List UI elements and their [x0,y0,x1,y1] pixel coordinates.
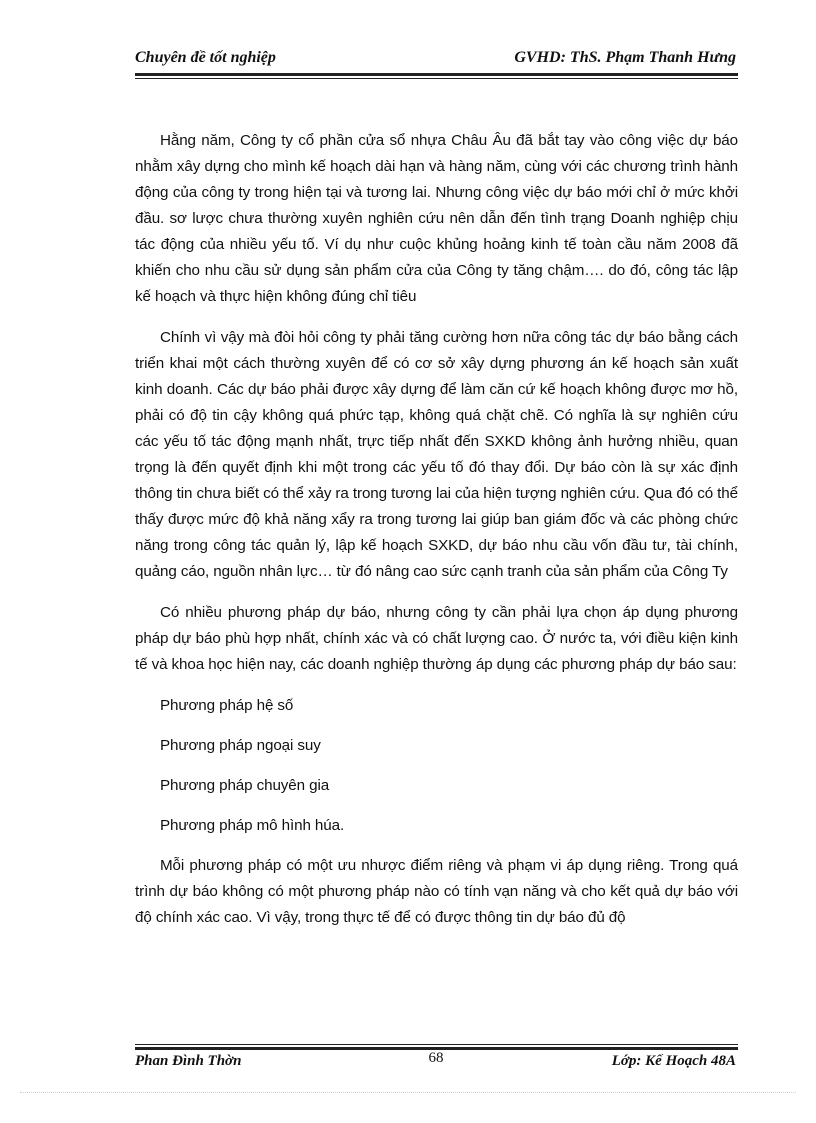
paragraph-closing: Mỗi phương pháp có một ưu nhược điểm riêng và phạm vi áp dụng riêng. Trong quá trình dự báo không có một phương pháp nào có tính vạn năng và cho kết quả dự báo với độ chính xác cao. Vì vậy, trong thực tế để có được thông tin dự báo đủ độ [135,857,738,926]
page-footer [135,1053,736,1079]
footer-rule-thin [135,1044,738,1045]
paragraph-2: Chính vì vậy mà đòi hỏi công ty phải tăng cường hơn nữa công tác dự báo bằng cách triển khai một cách thường xuyên để có cơ sở xây dựng phương án kế hoạch sản xuất kinh doanh. Các dự báo phải được xây dựng để làm căn cứ kế hoạch không được mơ hồ, phải có độ tin cậy không quá phức tạp, không quá chặt chẽ. Có nghĩa là sự nghiên cứu các yếu tố tác động mạnh nhất, trực tiếp nhất đến SXKD không ảnh hưởng nhiều, quan trọng là đến quyết định khi một trong các yếu tố đó thay đổi. Dự báo còn là sự xác định thông tin chưa biết có thể xảy ra trong tương lai của hiện tượng nghiên cứu. Qua đó có thể thấy được mức độ khả năng xẩy ra trong tương lai giúp ban giám đốc và các phòng chức năng trong công tác quản lý, lập kế hoạch SXKD, dự báo nhu cầu vốn đầu tư, tài chính, quảng cáo, nguồn nhân lực… từ đó nâng cao sức cạnh tranh của sản phẩm của Công Ty [135,329,738,580]
method-item-4: Phương pháp mô hình húa. [160,817,345,834]
footer-author: Phan Đình Thờn [135,1053,242,1069]
method-item-3: Phương pháp chuyên gia [160,777,330,794]
page-header [135,46,736,72]
header-rule-thick [135,73,738,76]
paragraph-3: Có nhiều phương pháp dự báo, nhưng công ty cần phải lựa chọn áp dụng phương pháp dự báo phù hợp nhất, chính xác và có chất lượng cao. Ở nước ta, với điều kiện kinh tế và khoa học hiện nay, các doanh nghiệp thường áp dụng các phương pháp dự báo sau: [135,604,738,673]
page-number: 68 [428,1050,444,1066]
page-edge-divider [20,1092,796,1093]
footer-class: Lớp: Kế Hoạch 48A [611,1053,736,1069]
document-body [135,128,738,946]
header-advisor: GVHD: ThS. Phạm Thanh Hưng [514,49,736,66]
header-rule-thin [135,78,738,79]
method-item-1: Phương pháp hệ số [160,697,294,714]
paragraph-1: Hằng năm, Công ty cổ phần cửa sổ nhựa Châu Âu đã bắt tay vào công việc dự báo nhằm xây dựng cho mình kế hoạch dài hạn và hàng năm, cùng với các chương trình hành động của công ty trong hiện tại và tương lai. Nhưng công việc dự báo mới chỉ ở mức khởi đầu. sơ lược chưa thường xuyên nghiên cứu nên dẫn đến tình trạng Doanh nghiệp chịu tác động của nhiều yếu tố. Ví dụ như cuộc khủng hoảng kinh tế toàn cầu năm 2008 đã khiến cho nhu cầu sử dụng sản phẩm cửa của Công ty tăng chậm…. do đó, công tác lập kế hoạch và thực hiện không đúng chỉ tiêu [135,132,738,305]
header-title: Chuyên đề tốt nghiệp [135,49,276,66]
method-item-2: Phương pháp ngoại suy [160,737,321,754]
